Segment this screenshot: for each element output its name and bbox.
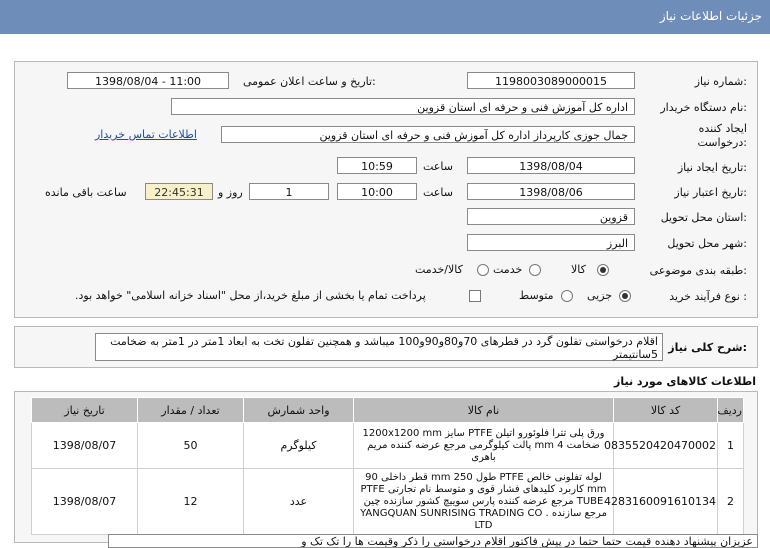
buyer-field[interactable]: اداره کل آموزش فنی و حرفه ای استان قزوین [171, 98, 635, 115]
header-row-number: ردیف [718, 398, 744, 423]
category-goods-service-radio[interactable] [477, 264, 489, 276]
valid-date-label: تاریخ اعتبار نیاز: [674, 186, 747, 199]
treasury-payment-checkbox[interactable] [469, 290, 481, 302]
table-row[interactable] [32, 469, 744, 535]
creator-label-line2: درخواست: [697, 136, 747, 149]
province-field[interactable]: قزوین [467, 208, 635, 225]
item-need-date: 1398/08/07 [32, 423, 138, 469]
item-quantity: 50 [138, 423, 244, 469]
remaining-time-field: 22:45:31 [145, 183, 213, 200]
goods-table-header [32, 398, 744, 423]
buyer-contact-link[interactable]: اطلاعات تماس خریدار [95, 128, 197, 141]
row-number: 1 [718, 423, 744, 469]
remaining-days-field[interactable]: 1 [249, 183, 329, 200]
description-panel [14, 326, 758, 368]
header-bar [0, 0, 770, 34]
header-item-name: نام کالا [354, 398, 614, 423]
goods-section-title: اطلاعات کالاهای مورد نیاز [614, 375, 756, 388]
category-goods-service-label: کالا/خدمت [415, 263, 463, 276]
goods-table [31, 397, 744, 535]
need-details-panel [14, 61, 758, 318]
process-medium-radio[interactable] [561, 290, 573, 302]
row-number: 2 [718, 469, 744, 535]
creator-field[interactable]: جمال جوزی کارپرداز اداره کل آموزش فنی و حرفه ای استان قزوین [221, 126, 635, 143]
need-number-label: شماره نیاز: [694, 75, 747, 88]
need-number-field[interactable]: 1198003089000015 [467, 72, 635, 89]
process-label: نوع فرآیند خرید : [669, 290, 747, 303]
create-date-label: تاریخ ایجاد نیاز: [677, 161, 747, 174]
header-need-date: تاریخ نیاز [32, 398, 138, 423]
item-code: 0835520420470002 [614, 423, 718, 469]
category-goods-radio[interactable] [597, 264, 609, 276]
province-label: استان محل تحویل: [660, 211, 747, 224]
item-name: لوله تفلونی خالص PTFE طول 250 mm قطر داخلی 90 mm کاربرد کلیدهای فشار قوی و متوسط نام تجارتی PTFE TUBE مرجع عرضه کننده پارس سوییچ کشور سازنده چین مرجع سازنده YANGQUAN SUNRISING TRADING CO . LTD [354, 469, 614, 535]
header-item-code: کد کالا [614, 398, 718, 423]
create-time-field[interactable]: 10:59 [337, 157, 417, 174]
buyer-label: نام دستگاه خریدار: [660, 101, 747, 114]
valid-time-field[interactable]: 10:00 [337, 183, 417, 200]
category-label: طبقه بندی موضوعی: [649, 264, 747, 277]
process-minor-radio[interactable] [619, 290, 631, 302]
item-unit: عدد [244, 469, 354, 535]
goods-panel [14, 391, 758, 543]
table-row[interactable] [32, 423, 744, 469]
day-and-label: روز و [218, 186, 243, 199]
description-text[interactable]: اقلام درخواستی تفلون گرد در قطرهای 70و80و90و100 میباشد و همچنین تفلون تخت به ابعاد 1متر در 1متر به ضخامت 5سانتیمتر [95, 333, 663, 361]
valid-date-field[interactable]: 1398/08/06 [467, 183, 635, 200]
city-field[interactable]: البرز [467, 234, 635, 251]
city-label: شهر محل تحویل: [667, 237, 747, 250]
process-medium-label: متوسط [519, 289, 554, 302]
header-unit: واحد شمارش [244, 398, 354, 423]
item-code: 4283160091610134 [614, 469, 718, 535]
category-goods-label: کالا [571, 263, 586, 276]
category-service-label: خدمت [493, 263, 523, 276]
description-label: شرح کلی نیاز: [668, 341, 747, 354]
header-quantity: تعداد / مقدار [138, 398, 244, 423]
item-unit: کیلوگرم [244, 423, 354, 469]
remaining-label: ساعت باقی مانده [45, 186, 127, 199]
create-time-label: ساعت [423, 160, 453, 173]
create-date-field[interactable]: 1398/08/04 [467, 157, 635, 174]
category-service-radio[interactable] [529, 264, 541, 276]
creator-label-line1: ایجاد کننده [698, 122, 747, 135]
buyer-notes-field[interactable]: عزیزان پیشنهاد دهنده قیمت حتما حتما در پیش فاکتور اقلام درخواستی را ذکر وقیمت ها را تک تک و [108, 534, 758, 548]
item-quantity: 12 [138, 469, 244, 535]
valid-time-label: ساعت [423, 186, 453, 199]
process-minor-label: جزیی [587, 289, 613, 302]
announce-field[interactable]: 1398/08/04 - 11:00 [67, 72, 229, 89]
page-title: جزئیات اطلاعات نیاز [659, 9, 762, 23]
treasury-payment-note: پرداخت تمام یا بخشی از مبلغ خرید،از محل "اسناد خزانه اسلامی" خواهد بود. [75, 289, 426, 302]
announce-label: تاریخ و ساعت اعلان عمومی: [243, 75, 376, 88]
item-need-date: 1398/08/07 [32, 469, 138, 535]
item-name: ورق پلی تترا فلوئورو اتیلن PTFE سایز 1200x1200 mm ضخامت 4 mm پالت کیلوگرمی مرجع عرضه کننده مریم باهری [354, 423, 614, 469]
